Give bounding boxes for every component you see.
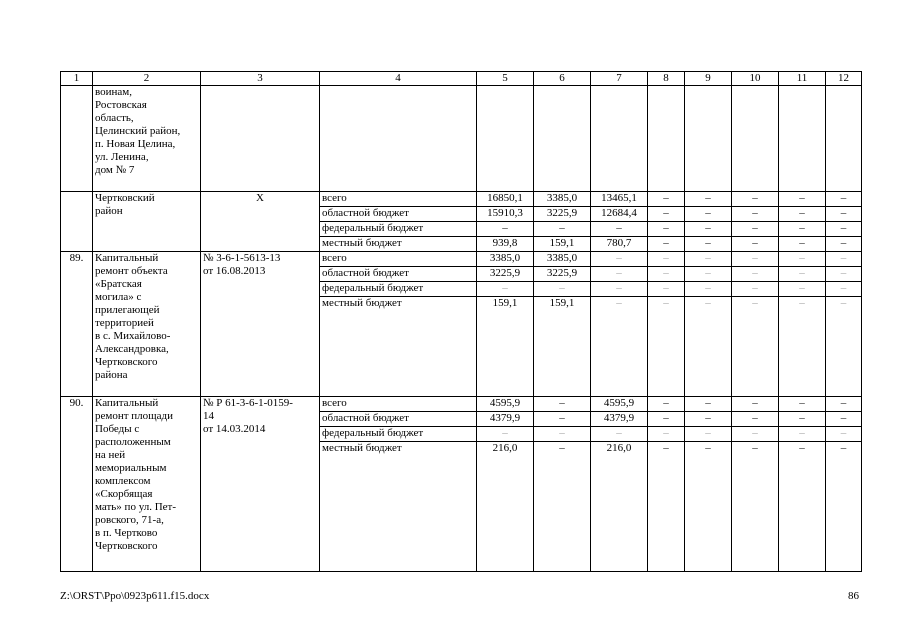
- object-name-line: расположенным: [95, 436, 171, 448]
- amount-cell-8: –: [648, 267, 685, 282]
- amount-cell-9: –: [685, 252, 732, 267]
- amount-cell-10: –: [732, 267, 779, 282]
- object-name-line: воинам,: [95, 86, 132, 98]
- amount-cell-9: –: [685, 222, 732, 237]
- document-number: [201, 252, 320, 397]
- amount-cell-10: –: [732, 427, 779, 442]
- amount-cell-6: 3225,9: [534, 207, 591, 222]
- amount-cell-11: –: [779, 192, 826, 207]
- amount-cell-11: –: [779, 267, 826, 282]
- amount-cell-12: –: [826, 252, 862, 267]
- amount-cell-7: –: [591, 427, 648, 442]
- amount-cell-10: –: [732, 207, 779, 222]
- amount-cell-12: –: [826, 207, 862, 222]
- amount-cell-11: –: [779, 427, 826, 442]
- table-row: [61, 192, 862, 207]
- amount-cell-7: 13465,1: [591, 192, 648, 207]
- object-name: [93, 397, 201, 572]
- amount-cell-11: –: [779, 442, 826, 572]
- amount-cell-5: 159,1: [477, 297, 534, 397]
- object-name-line: район: [95, 205, 123, 217]
- row-number: 90.: [61, 397, 93, 572]
- amount-cell-11: –: [779, 252, 826, 267]
- amount-cell-6: 159,1: [534, 237, 591, 252]
- row-number: [61, 86, 93, 192]
- table-row: [61, 252, 862, 267]
- document-line: X: [256, 192, 264, 204]
- object-name: [93, 192, 201, 252]
- object-name-line: п. Новая Целина,: [95, 138, 176, 150]
- amount-cell-6: 3385,0: [534, 252, 591, 267]
- column-header-3: 3: [201, 72, 320, 86]
- object-name-line: комплексом: [95, 475, 151, 487]
- header-row: [61, 72, 862, 86]
- object-name-line: прилегающей: [95, 304, 160, 316]
- amount-cell-7: –: [591, 267, 648, 282]
- amount-cell-8: –: [648, 442, 685, 572]
- column-header-5: 5: [477, 72, 534, 86]
- amount-cell-9: –: [685, 192, 732, 207]
- object-name: [93, 86, 201, 192]
- column-header-10: 10: [732, 72, 779, 86]
- amount-cell-5: 4595,9: [477, 397, 534, 412]
- amount-cell-12: –: [826, 442, 862, 572]
- amount-cell-11: –: [779, 282, 826, 297]
- amount-cell-10: –: [732, 252, 779, 267]
- amount-cell-6: –: [534, 282, 591, 297]
- column-header-6: 6: [534, 72, 591, 86]
- amount-cell-12: –: [826, 192, 862, 207]
- amount-cell-11: –: [779, 397, 826, 412]
- amount-cell-6: –: [534, 397, 591, 412]
- amount-cell-10: –: [732, 412, 779, 427]
- object-name-line: Капитальный: [95, 252, 159, 264]
- budget-table: [60, 71, 862, 572]
- amount-cell-9: –: [685, 237, 732, 252]
- funding-source: федеральный бюджет: [320, 427, 477, 442]
- amount-cell-6: –: [534, 222, 591, 237]
- object-name: [93, 252, 201, 397]
- amount-cell-10: –: [732, 297, 779, 397]
- object-name-line: могила» с: [95, 291, 142, 303]
- amount-cell-6: [534, 86, 591, 192]
- amount-cell-9: [685, 86, 732, 192]
- amount-cell-10: –: [732, 282, 779, 297]
- amount-cell-9: –: [685, 282, 732, 297]
- amount-cell-12: –: [826, 412, 862, 427]
- amount-cell-9: –: [685, 397, 732, 412]
- object-name-line: Победы с: [95, 423, 140, 435]
- object-name-line: дом № 7: [95, 164, 135, 176]
- footer-file-path: Z:\ORST\Ppo\0923p611.f15.docx: [60, 590, 210, 602]
- amount-cell-6: 3385,0: [534, 192, 591, 207]
- amount-cell-7: 4379,9: [591, 412, 648, 427]
- funding-source: федеральный бюджет: [320, 222, 477, 237]
- document-line: 14: [203, 410, 214, 422]
- funding-source: всего: [320, 397, 477, 412]
- table-row: [61, 86, 862, 192]
- funding-source: местный бюджет: [320, 442, 477, 572]
- object-name-line: на ней: [95, 449, 126, 461]
- document-number: [201, 192, 320, 252]
- column-header-12: 12: [826, 72, 862, 86]
- amount-cell-8: –: [648, 397, 685, 412]
- amount-cell-6: –: [534, 427, 591, 442]
- column-header-11: 11: [779, 72, 826, 86]
- object-name-line: территорией: [95, 317, 154, 329]
- column-header-8: 8: [648, 72, 685, 86]
- object-name-line: мать» по ул. Пет-: [95, 501, 176, 513]
- column-header-2: 2: [93, 72, 201, 86]
- amount-cell-6: 3225,9: [534, 267, 591, 282]
- object-name-line: область,: [95, 112, 134, 124]
- amount-cell-5: 3225,9: [477, 267, 534, 282]
- object-name-line: Чертковского: [95, 356, 158, 368]
- column-header-9: 9: [685, 72, 732, 86]
- object-name-line: района: [95, 369, 128, 381]
- amount-cell-8: –: [648, 237, 685, 252]
- amount-cell-11: –: [779, 222, 826, 237]
- amount-cell-11: –: [779, 237, 826, 252]
- funding-source: областной бюджет: [320, 267, 477, 282]
- funding-source: федеральный бюджет: [320, 282, 477, 297]
- amount-cell-12: [826, 86, 862, 192]
- document-line: № 3-6-1-5613-13: [203, 252, 281, 264]
- amount-cell-7: 12684,4: [591, 207, 648, 222]
- amount-cell-5: [477, 86, 534, 192]
- document-line: от 14.03.2014: [203, 423, 266, 435]
- object-name-line: ул. Ленина,: [95, 151, 149, 163]
- amount-cell-12: –: [826, 222, 862, 237]
- amount-cell-5: 15910,3: [477, 207, 534, 222]
- amount-cell-5: 3385,0: [477, 252, 534, 267]
- funding-source: местный бюджет: [320, 297, 477, 397]
- amount-cell-5: 216,0: [477, 442, 534, 572]
- amount-cell-10: –: [732, 397, 779, 412]
- amount-cell-7: –: [591, 297, 648, 397]
- amount-cell-12: –: [826, 237, 862, 252]
- document-number: [201, 397, 320, 572]
- amount-cell-12: –: [826, 282, 862, 297]
- object-name-line: Александровка,: [95, 343, 169, 355]
- amount-cell-8: [648, 86, 685, 192]
- amount-cell-8: –: [648, 427, 685, 442]
- amount-cell-9: –: [685, 267, 732, 282]
- amount-cell-5: –: [477, 427, 534, 442]
- object-name-line: ремонт объекта: [95, 265, 168, 277]
- object-name-line: мемориальным: [95, 462, 167, 474]
- amount-cell-10: –: [732, 442, 779, 572]
- table-row: [61, 397, 862, 412]
- funding-source: всего: [320, 252, 477, 267]
- amount-cell-12: –: [826, 267, 862, 282]
- column-header-7: 7: [591, 72, 648, 86]
- object-name-line: в с. Михайлово-: [95, 330, 171, 342]
- amount-cell-9: –: [685, 427, 732, 442]
- object-name-line: Капитальный: [95, 397, 159, 409]
- funding-source: всего: [320, 192, 477, 207]
- amount-cell-5: 16850,1: [477, 192, 534, 207]
- amount-cell-8: –: [648, 297, 685, 397]
- amount-cell-10: –: [732, 222, 779, 237]
- amount-cell-7: [591, 86, 648, 192]
- amount-cell-7: 216,0: [591, 442, 648, 572]
- amount-cell-9: –: [685, 442, 732, 572]
- amount-cell-6: 159,1: [534, 297, 591, 397]
- amount-cell-10: –: [732, 237, 779, 252]
- amount-cell-7: –: [591, 252, 648, 267]
- object-name-line: «Братская: [95, 278, 142, 290]
- amount-cell-6: –: [534, 412, 591, 427]
- object-name-line: ремонт площади: [95, 410, 173, 422]
- amount-cell-12: –: [826, 427, 862, 442]
- amount-cell-5: –: [477, 282, 534, 297]
- object-name-line: Чертковского: [95, 540, 158, 552]
- amount-cell-6: –: [534, 442, 591, 572]
- amount-cell-8: –: [648, 412, 685, 427]
- amount-cell-8: –: [648, 192, 685, 207]
- amount-cell-10: –: [732, 192, 779, 207]
- object-name-line: Целинский район,: [95, 125, 181, 137]
- amount-cell-9: –: [685, 412, 732, 427]
- column-header-1: 1: [61, 72, 93, 86]
- table-body: [61, 72, 862, 572]
- row-number: [61, 192, 93, 252]
- object-name-line: Ростовская: [95, 99, 147, 111]
- amount-cell-5: –: [477, 222, 534, 237]
- amount-cell-8: –: [648, 207, 685, 222]
- amount-cell-8: –: [648, 252, 685, 267]
- amount-cell-12: –: [826, 297, 862, 397]
- column-header-4: 4: [320, 72, 477, 86]
- amount-cell-9: –: [685, 207, 732, 222]
- amount-cell-11: –: [779, 207, 826, 222]
- amount-cell-12: –: [826, 397, 862, 412]
- amount-cell-10: [732, 86, 779, 192]
- object-name-line: «Скорбящая: [95, 488, 153, 500]
- amount-cell-7: 780,7: [591, 237, 648, 252]
- amount-cell-9: –: [685, 297, 732, 397]
- footer-page-number: 86: [848, 590, 859, 602]
- funding-source: [320, 86, 477, 192]
- object-name-line: ровского, 71-а,: [95, 514, 164, 526]
- amount-cell-8: –: [648, 282, 685, 297]
- object-name-line: в п. Чертково: [95, 527, 158, 539]
- funding-source: местный бюджет: [320, 237, 477, 252]
- row-number: 89.: [61, 252, 93, 397]
- amount-cell-11: [779, 86, 826, 192]
- document-line: № Р 61-3-6-1-0159-: [203, 397, 293, 409]
- amount-cell-7: 4595,9: [591, 397, 648, 412]
- amount-cell-11: –: [779, 412, 826, 427]
- amount-cell-5: 4379,9: [477, 412, 534, 427]
- funding-source: областной бюджет: [320, 207, 477, 222]
- amount-cell-11: –: [779, 297, 826, 397]
- document-number: [201, 86, 320, 192]
- document-line: от 16.08.2013: [203, 265, 266, 277]
- amount-cell-5: 939,8: [477, 237, 534, 252]
- funding-source: областной бюджет: [320, 412, 477, 427]
- amount-cell-7: –: [591, 222, 648, 237]
- amount-cell-8: –: [648, 222, 685, 237]
- object-name-line: Чертковский: [95, 192, 155, 204]
- amount-cell-7: –: [591, 282, 648, 297]
